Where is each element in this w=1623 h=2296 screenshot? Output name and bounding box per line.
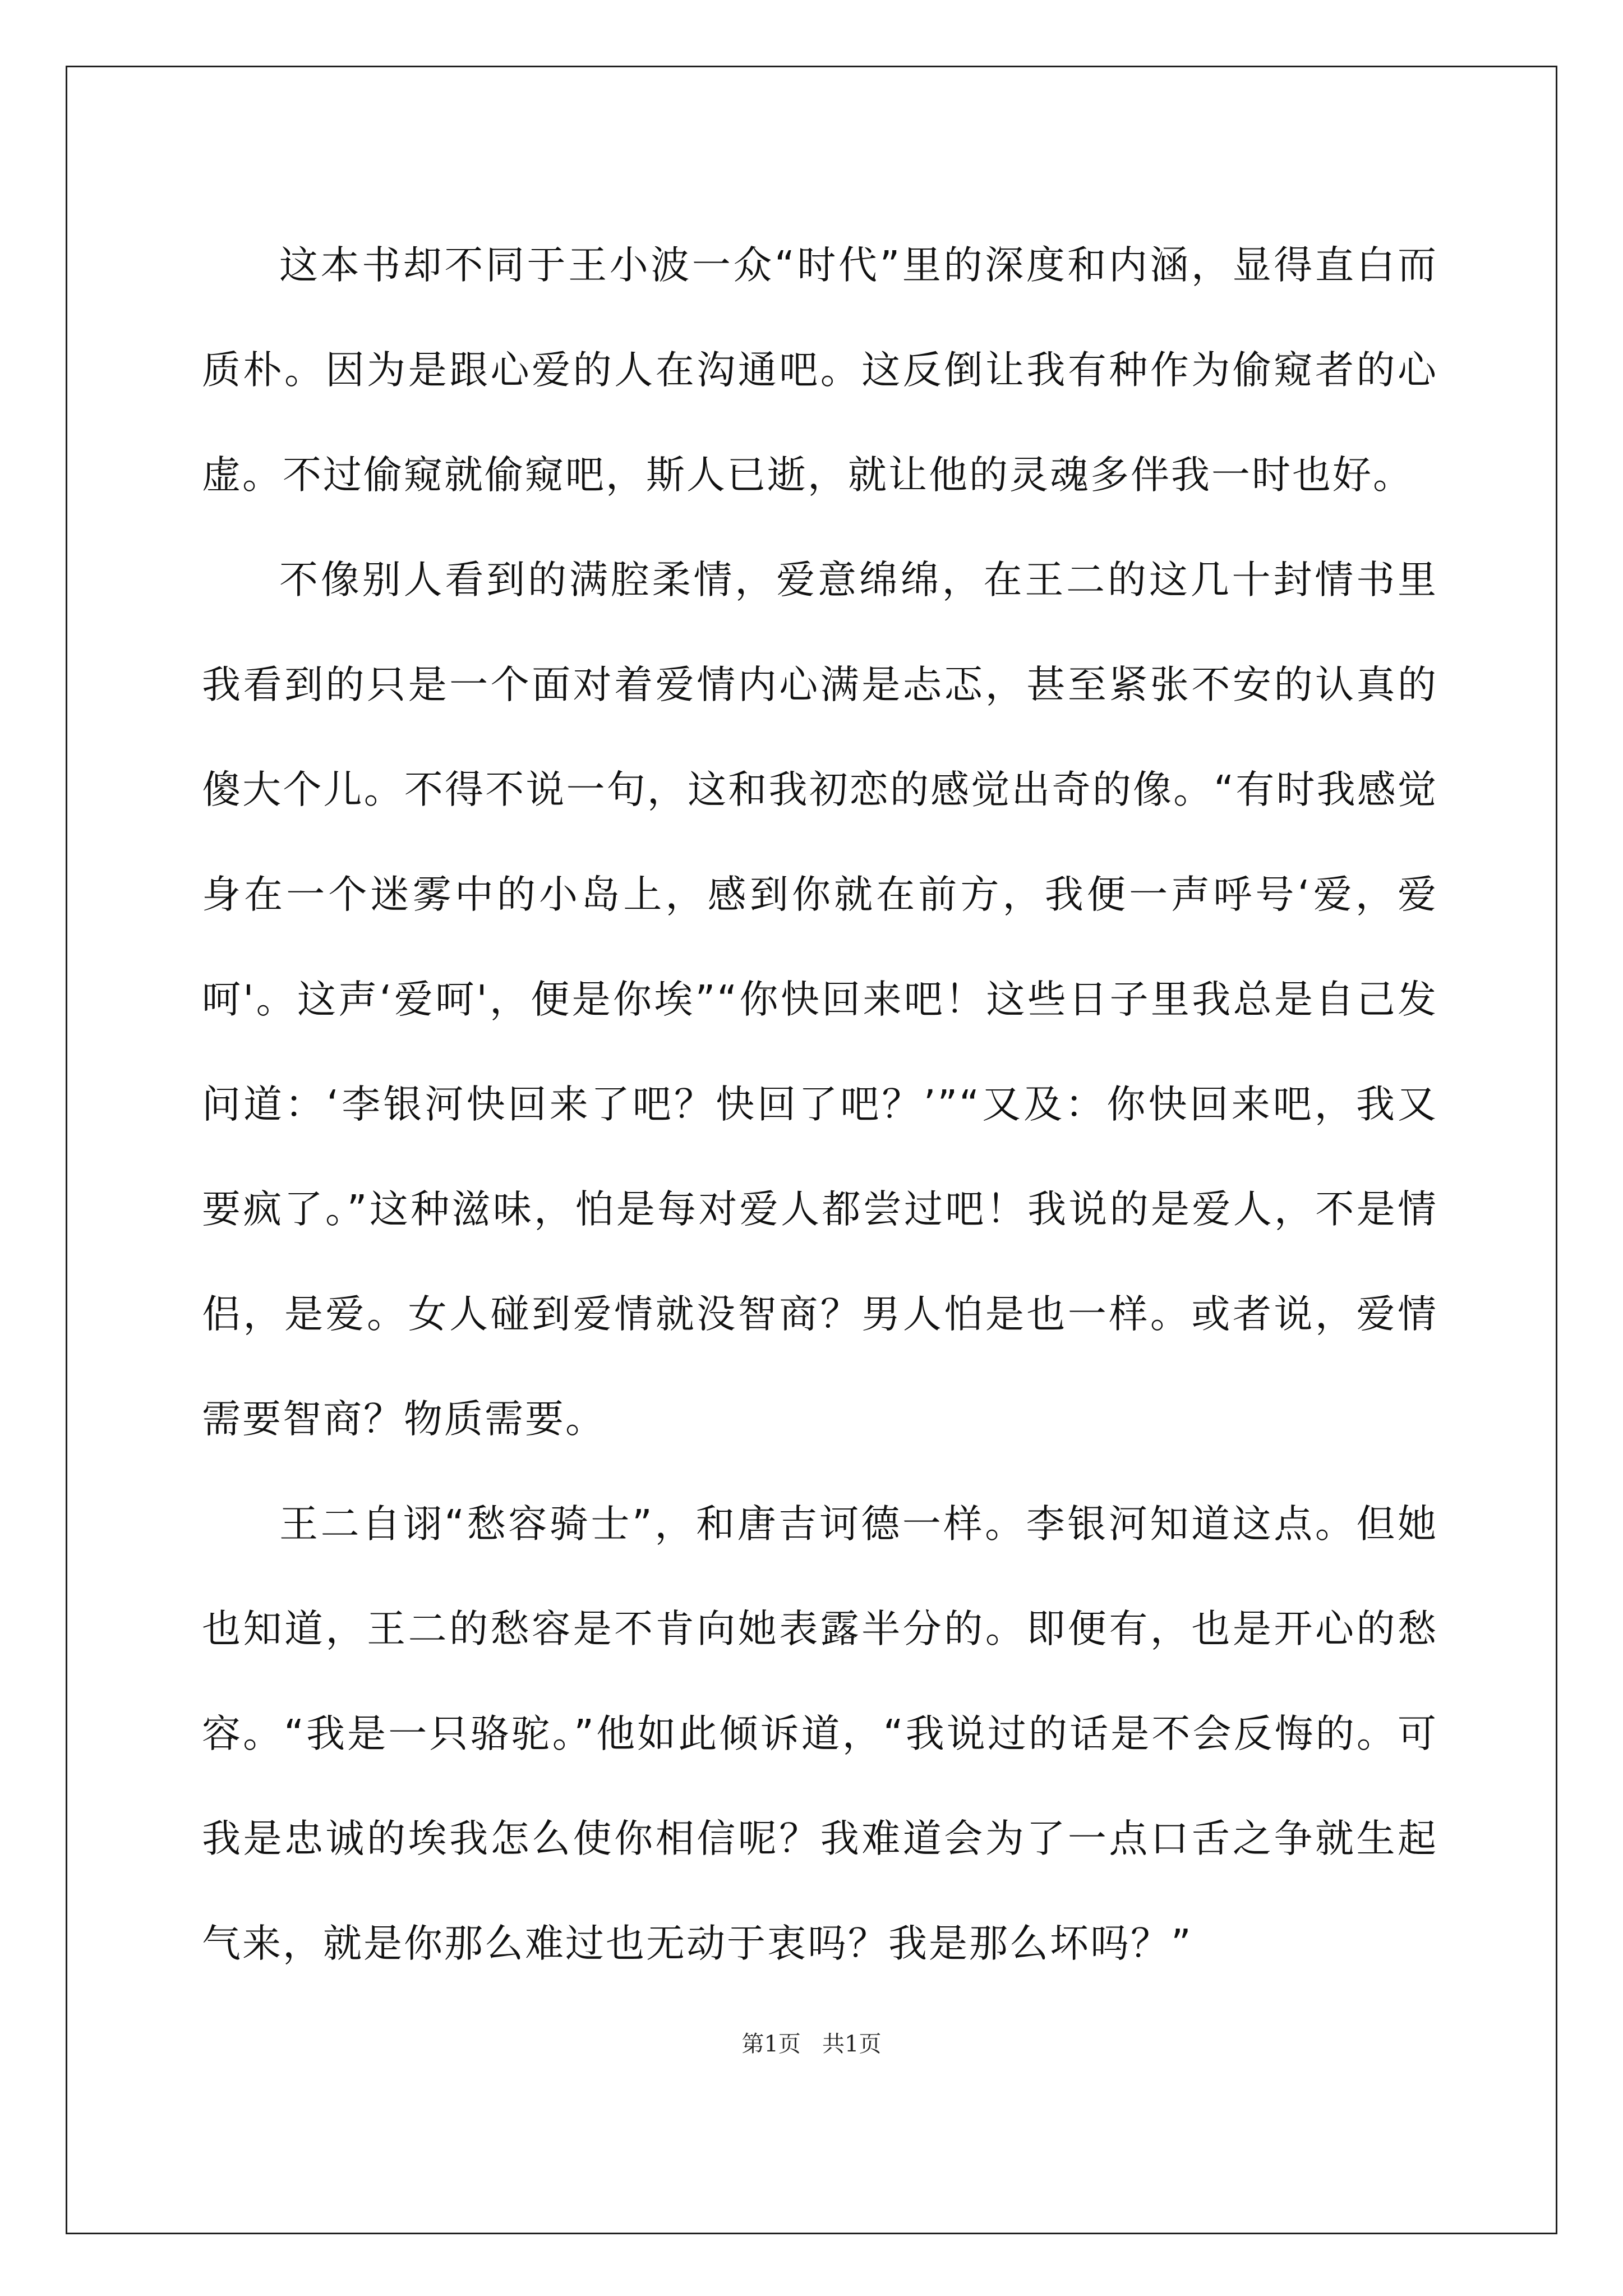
- page-number: 第1页 共1页: [741, 2031, 882, 2057]
- paragraph-2: 不像别人看到的满腔柔情，爱意绵绵，在王二的这几十封情书里我看到的只是一个面对着爱情内心满是忐忑，甚至紧张不安的认真的傻大个儿。不得不说一句，这和我初恋的感觉出奇的像。“有时我感觉身在一个迷雾中的小岛上，感到你就在前方，我便一声呼号‘爱，爱呵'。这声‘爱呵'，便是你埃”“你快回来吧！这些日子里我总是自己发问道：‘李银河快回来了吧？快回了吧？’”“又及：你快回来吧，我又要疯了。”这种滋味，怕是每对爱人都尝过吧！我说的是爱人，不是情侣，是爱。女人碰到爱情就没智商？男人怕是也一样。或者说，爱情需要智商？物质需要。: [202, 558, 1438, 1442]
- document-body: [202, 213, 1438, 1996]
- paragraph-3: 王二自诩“愁容骑士”，和唐吉诃德一样。李银河知道这点。但她也知道，王二的愁容是不肯向她表露半分的。即便有，也是开心的愁容。“我是一只骆驼。”他如此倾诉道，“我说过的话是不会反悔的。可我是忠诚的埃我怎么使你相信呢？我难道会为了一点口舌之争就生起气来，就是你那么难过也无动于衷吗？我是那么坏吗？”: [202, 1502, 1438, 1966]
- paragraph-1: 这本书却不同于王小波一众“时代”里的深度和内涵，显得直白而质朴。因为是跟心爱的人在沟通吧。这反倒让我有种作为偷窥者的心虚。不过偷窥就偷窥吧，斯人已逝，就让他的灵魂多伴我一时也好。: [202, 243, 1438, 498]
- page-footer: [0, 2026, 1623, 2058]
